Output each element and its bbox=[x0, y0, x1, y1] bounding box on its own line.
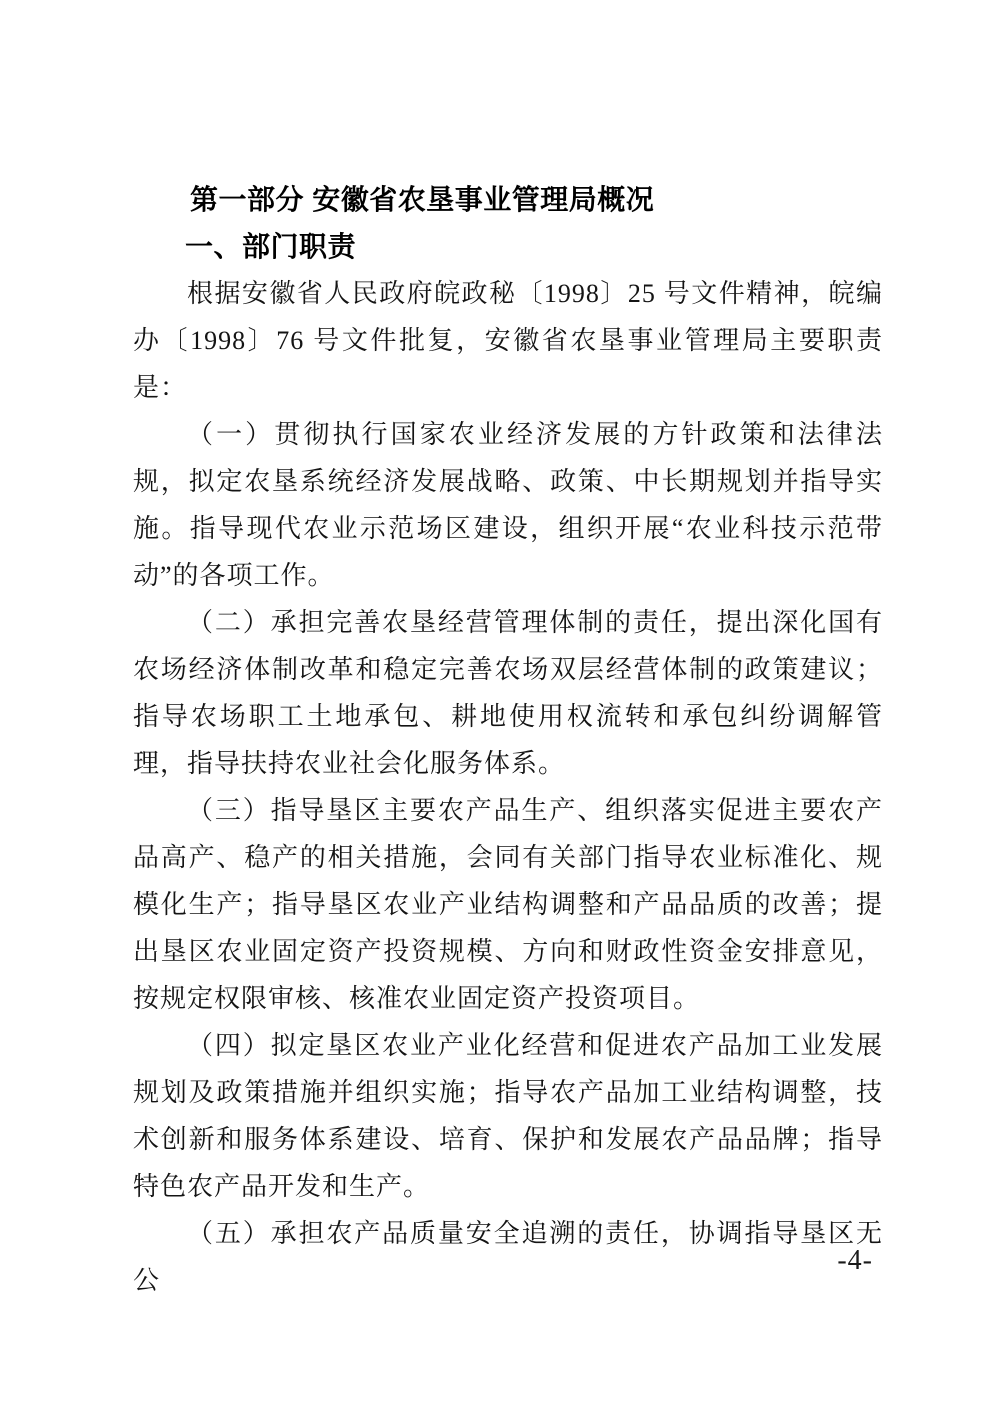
section-heading: 一、部门职责 bbox=[185, 231, 357, 262]
page-number: -4- bbox=[837, 1245, 873, 1276]
paragraph-item-3: （三）指导垦区主要农产品生产、组织落实促进主要农产品高产、稳产的相关措施，会同有关部门指导农业标准化、规模化生产；指导垦区农业产业结构调整和产品品质的改善；提出垦区农业固定资产投资规模、方向和财政性资金安排意见，按规定权限审核、核准农业固定资产投资项目。 bbox=[133, 796, 883, 1013]
paragraph-item-4: （四）拟定垦区农业产业化经营和促进农产品加工业发展规划及政策措施并组织实施；指导农产品加工业结构调整，技术创新和服务体系建设、培育、保护和发展农产品品牌；指导特色农产品开发和生产。 bbox=[133, 1031, 883, 1201]
paragraph-item-5: （五）承担农产品质量安全追溯的责任，协调指导垦区无公 bbox=[133, 1219, 883, 1295]
document-content bbox=[133, 176, 883, 1304]
document-title: 第一部分 安徽省农垦事业管理局概况 bbox=[190, 184, 655, 215]
paragraph-intro: 根据安徽省人民政府皖政秘〔1998〕25 号文件精神，皖编办〔1998〕76 号文件批复，安徽省农垦事业管理局主要职责是： bbox=[133, 279, 883, 402]
paragraph-item-2: （二）承担完善农垦经营管理体制的责任，提出深化国有农场经济体制改革和稳定完善农场双层经营体制的政策建议；指导农场职工土地承包、耕地使用权流转和承包纠纷调解管理，指导扶持农业社会化服务体系。 bbox=[133, 608, 883, 778]
paragraph-item-1: （一）贯彻执行国家农业经济发展的方针政策和法律法规，拟定农垦系统经济发展战略、政策、中长期规划并指导实施。指导现代农业示范场区建设，组织开展“农业科技示范带动”的各项工作。 bbox=[133, 420, 883, 590]
